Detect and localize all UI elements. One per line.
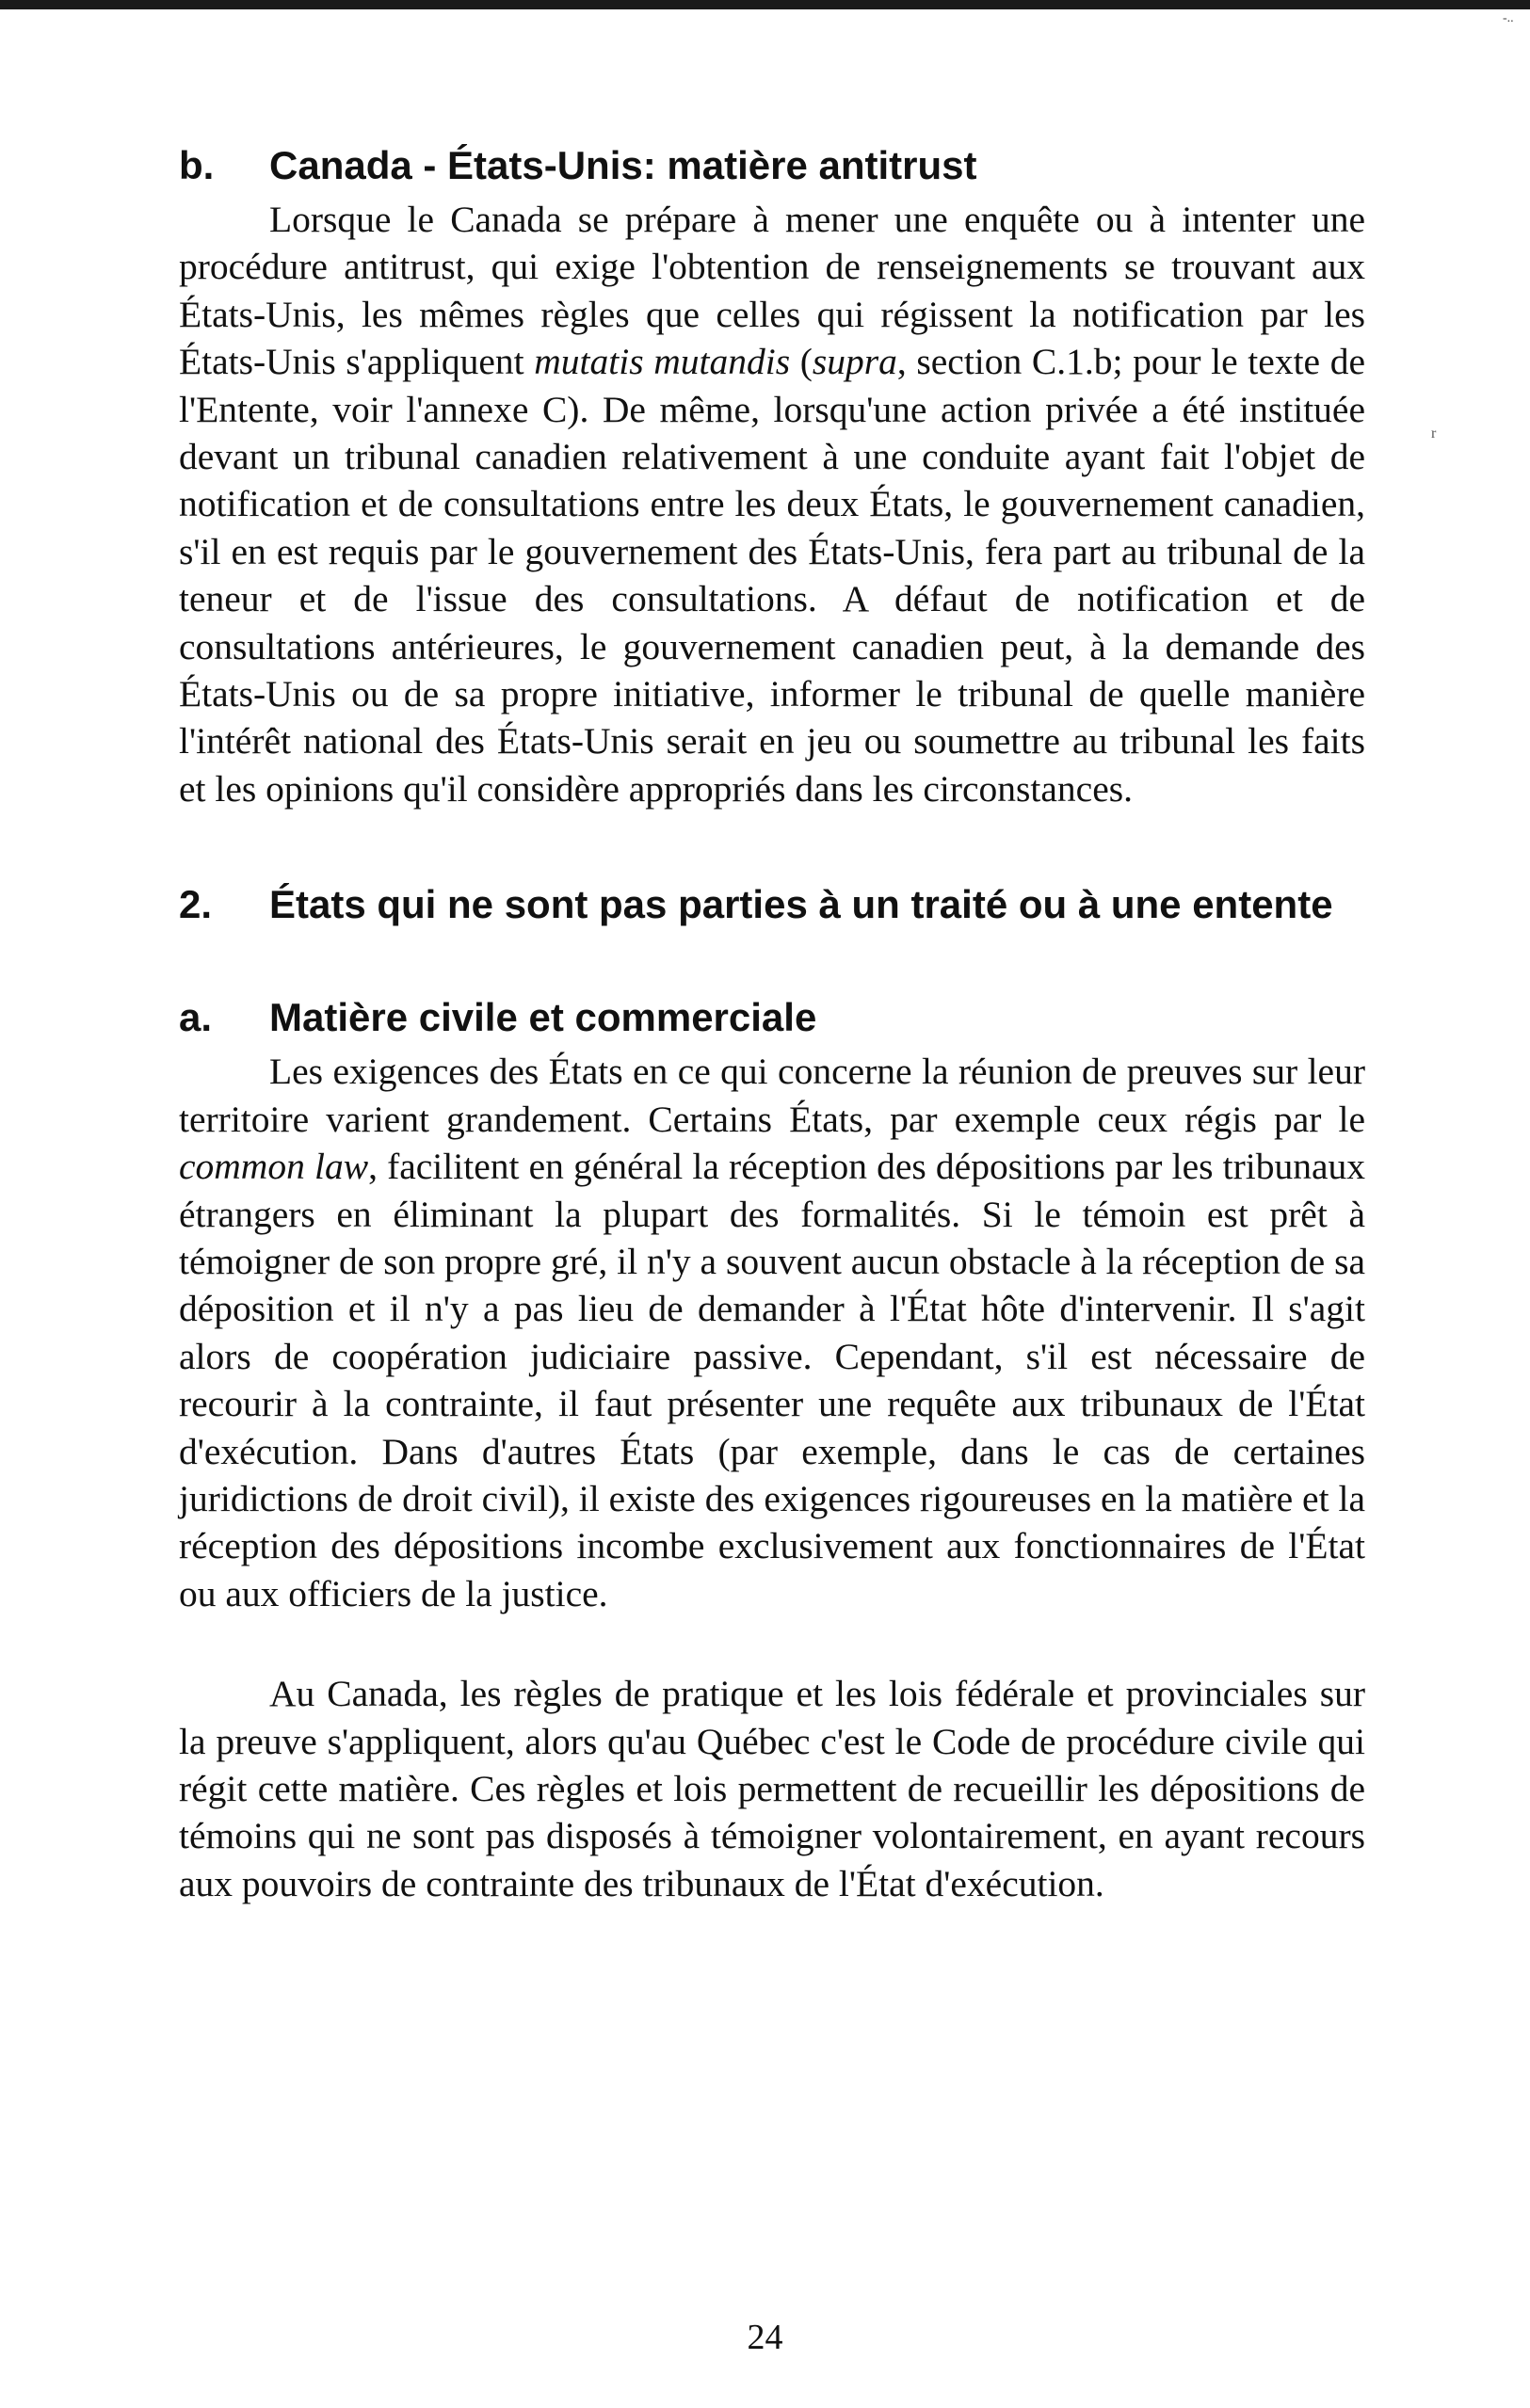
- section-a-title: Matière civile et commerciale: [269, 995, 817, 1040]
- top-scan-border: [0, 0, 1530, 9]
- page-number: 24: [747, 2318, 783, 2357]
- section-2-number: 2.: [179, 882, 213, 927]
- section-b-heading: [179, 141, 1365, 190]
- section-a-number: a.: [179, 995, 213, 1040]
- section-2-heading: [179, 880, 1365, 929]
- section-b-title: Canada - États-Unis: matière antitrust: [269, 143, 977, 187]
- section-a-heading: [179, 993, 1365, 1042]
- corner-scan-mark: -..: [1503, 11, 1514, 25]
- section-b-text-2: (: [790, 341, 813, 383]
- document-page: [179, 141, 1365, 1907]
- section-a-paragraph-2: Au Canada, les règles de pratique et les lois fédérale et provinciales sur la preuve s'appliquent, alors qu'au Québec c'est le Code de procédure civile qui régit cette matière. Ces règles et lois permettent de recueillir les dépositions de témoins qui ne sont pas disposés à témoigner volontairement, en ayant recours aux pouvoirs de contrainte des tribunaux de l'État d'exécution.: [179, 1673, 1365, 1904]
- section-b-mutatis: mutatis mutandis: [534, 341, 791, 383]
- section-b-supra: supra: [812, 341, 897, 383]
- section-b-number: b.: [179, 143, 215, 187]
- section-2-title: États qui ne sont pas parties à un traité ou à une entente: [269, 882, 1333, 927]
- section-a-common-law: common law: [179, 1146, 369, 1188]
- section-b-text-1: Lorsque le Canada se prépare à mener une enquête ou à intenter une procédure antitrust, qui exige l'obtention de renseignements se trouvant aux États-Unis, les mêmes règles que celles qui régissent la notification par les États-Unis s'appliquent: [179, 199, 1365, 383]
- margin-scan-mark: r: [1431, 425, 1437, 441]
- section-b-text-3: , section C.1.b; pour le texte de l'Entente, voir l'annexe C). De même, lorsqu'une action privée a été instituée devant un tribunal canadien relativement à une conduite ayant fait l'objet de notification et de consultations entre les deux États, le gouvernement canadien, s'il en est requis par le gouvernement des États-Unis, fera part au tribunal de la teneur et de l'issue des consultations. A défaut de notification et de consultations antérieures, le gouvernement canadien peut, à la demande des États-Unis ou de sa propre initiative, informer le tribunal de quelle manière l'intérêt national des États-Unis serait en jeu ou soumettre au tribunal les faits et les opinions qu'il considère appropriés dans les circonstances.: [179, 341, 1365, 810]
- section-b-paragraph: [179, 196, 1365, 812]
- section-a-text-1: Les exigences des États en ce qui concerne la réunion de preuves sur leur territoire varient grandement. Certains États, par exemple ceux régis par le: [179, 1051, 1365, 1140]
- section-a-text-2: , facilitent en général la réception des dépositions par les tribunaux étrangers en éliminant la plupart des formalités. Si le témoin est prêt à témoigner de son propre gré, il n'y a souvent aucun obstacle à la réception de sa déposition et il n'y a pas lieu de demander à l'État hôte d'intervenir. Il s'agit alors de coopération judiciaire passive. Cependant, s'il est nécessaire de recourir à la contrainte, il faut présenter une requête aux tribunaux de l'État d'exécution. Dans d'autres États (par exemple, dans le cas de certaines juridictions de droit civil), il existe des exigences rigoureuses en la matière et la réception des dépositions incombe exclusivement aux fonctionnaires de l'État ou aux officiers de la justice.: [179, 1146, 1366, 1614]
- section-a-paragraph-1: [179, 1048, 1365, 1617]
